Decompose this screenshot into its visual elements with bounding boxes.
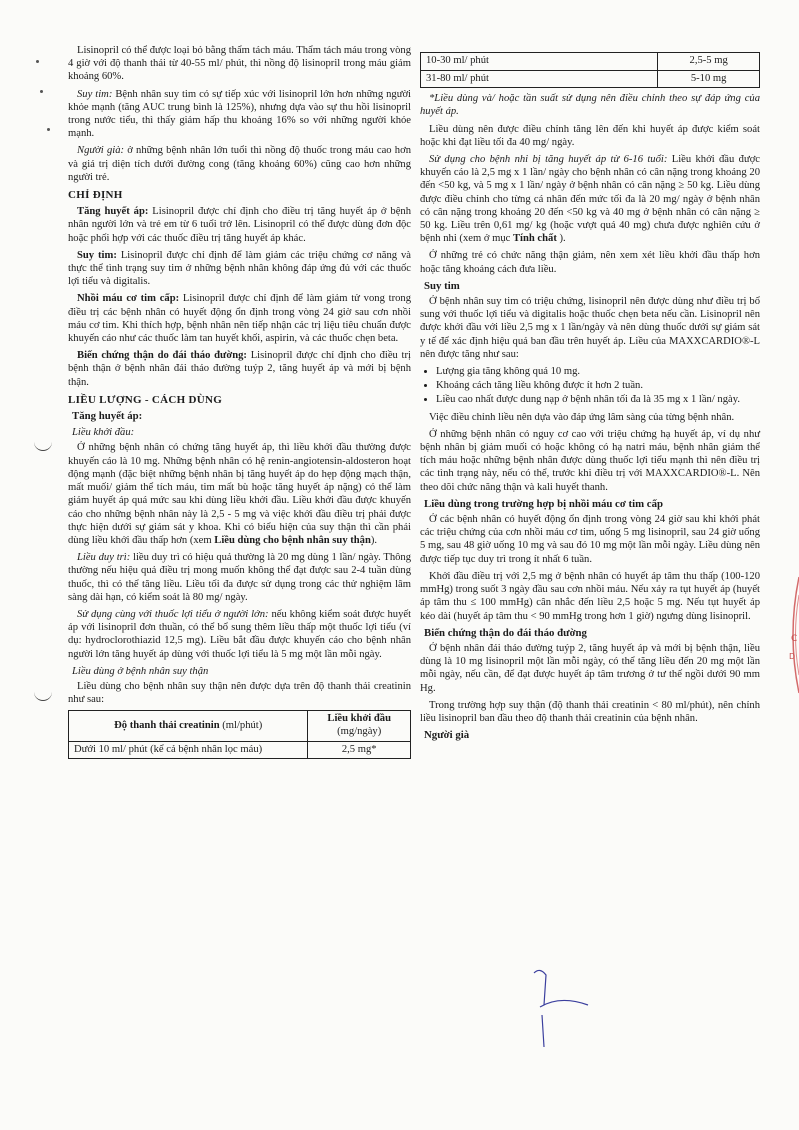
- label: Tăng huyết áp:: [77, 206, 149, 218]
- table-row: [421, 70, 760, 88]
- text: ).: [370, 534, 378, 546]
- header-text: Độ thanh thải creatinin: [114, 719, 220, 731]
- scan-dot: [47, 128, 50, 131]
- paragraph: Ở bệnh nhân suy tim có triệu chứng, lisinopril nên được dùng như điều trị bổ sung với thuốc lợi tiểu và digitalis hoặc thuốc chẹn beta nếu cần. Lisinopril nên được khởi đầu với liều 2,5 mg x 1 lần/ngày và nên dùng thuốc dưới sự giám sát y tế để xác định hiệu quả ban đầu trên huyết áp. Liều của MAXXCARDIO®-L nên được tăng như sau:: [420, 296, 760, 360]
- scan-dot: [36, 60, 39, 63]
- header-unit: (mg/ngày): [337, 725, 382, 737]
- paragraph: [68, 349, 411, 389]
- subheading: Liều dùng ở bệnh nhân suy thận: [72, 665, 209, 677]
- subheading: Suy tim: [424, 279, 460, 292]
- table-cell: 10-30 ml/ phút: [421, 53, 658, 71]
- paragraph: Liều dùng nên được điều chỉnh tăng lên đến khi huyết áp được kiểm soát hoặc khi đạt liều tối đa 40 mg/ ngày.: [420, 123, 760, 148]
- subheading: Người già: [424, 729, 470, 742]
- paragraph: Khởi đầu điều trị với 2,5 mg ở bệnh nhân có huyết áp tâm thu thấp (100-120 mmHg) trong suốt 3 ngày đầu sau cơn nhồi máu. Nếu xảy ra tụt huyết áp (huyết áp tâm thu ≤ 100 mmHg) cân nhắc đến liều 2,5 hoặc 5 mg. Nếu tụt huyết áp kéo dài (huyết áp tâm thu < 90 mmHg trong hơn 1 giờ) ngưng dùng lisinopril.: [420, 570, 760, 622]
- text: Lisinopril được chỉ định cho điều trị bệnh thận ở bệnh nhân đái tháo đường tuýp 2, tăng huyết áp và mới bị bệnh thận.: [68, 350, 411, 388]
- list-item: • Liều cao nhất được dung nạp ở bệnh nhân tối đa là 35 mg x 1 lần/ ngày.: [436, 393, 760, 406]
- cross-reference: Tính chất: [512, 233, 557, 245]
- label: Liều duy trì:: [77, 552, 131, 564]
- section-heading-chi-dinh: CHỈ ĐỊNH: [68, 189, 123, 202]
- text: Lisinopril được chỉ định để làm giảm các triệu chứng cơ năng và thực thể tình trạng suy tim ở những bệnh nhân không đáp ứng đủ với các thuốc lợi tiểu và digitalis.: [68, 249, 411, 288]
- text: Lisinopril được chỉ định để làm giảm tử vong trong điều trị các bệnh nhân có huyết động ổn định trong vòng 24 giờ sau cơn nhồi máu cơ tim. Khi thích hợp, bệnh nhân nên tiếp nhận các trị liệu tiêu chuẩn được khuyến cáo như các thuốc làm tan huyết khối, aspirin, và các thuốc chẹn beta.: [68, 293, 411, 345]
- paragraph: Ở các bệnh nhân có huyết động ổn định trong vòng 24 giờ sau khi khởi phát các triệu chứng của cơn nhồi máu cơ tim, uống 5 mg lisinopril, sau 24 giờ uống 5 mg, sau 48 giờ uống 10 mg và sau đó 10 mg một lần mỗi ngày. Liều dùng nên được tiếp tục duy trì trong ít nhất 6 tuần.: [420, 514, 760, 565]
- paragraph: Trong trường hợp suy thận (độ thanh thải creatinin < 80 ml/phút), nên chỉnh liều lisinopril ban đầu theo độ thanh thải creatinin của bệnh nhân.: [420, 699, 760, 724]
- subheading: Liều khởi đầu:: [72, 427, 135, 439]
- paragraph: [68, 249, 411, 289]
- text: ở những bệnh nhân lớn tuổi thì nồng độ thuốc trong máu cao hơn và giá trị diện tích dưới đường cong (tăng khoảng 60%) cũng cao hơn những người trẻ.: [68, 145, 411, 183]
- subheading: Tăng huyết áp:: [72, 410, 143, 423]
- paragraph: [68, 205, 411, 245]
- table-cell: 2,5 mg*: [308, 741, 411, 759]
- paragraph: [68, 441, 411, 547]
- svg-text:C: C: [791, 634, 798, 644]
- paragraph: [68, 292, 411, 345]
- text: nếu không kiểm soát được huyết áp với lisinopril đơn thuần, có thể bổ sung thêm liều thấp một thuốc lợi tiểu (ví dụ: hydroclorothiazid 12,5 mg). Liều bắt đầu được khuyến cáo cho bệnh nhân người lớn tăng huyết áp dùng với thuốc lợi tiểu là 5 mg một lần mỗi ngày.: [68, 608, 412, 660]
- label: Suy tim:: [77, 88, 113, 100]
- table-cell: 5-10 mg: [658, 70, 760, 88]
- label: Sử dụng cùng với thuốc lợi tiểu ở người lớn:: [77, 608, 269, 620]
- table-cell: 31-80 ml/ phút: [421, 70, 658, 88]
- bullet-list: [420, 365, 760, 407]
- binder-hole-mark: [34, 690, 52, 701]
- table-header-row: [69, 711, 411, 741]
- renal-dose-table: [68, 710, 411, 759]
- paragraph: Lisinopril có thể được loại bỏ bằng thẩm tách máu. Thẩm tách máu trong vòng 4 giờ với độ thanh thải từ 40-55 ml/ phút, thì nồng độ lisinopril trong máu giảm khoảng 60%.: [68, 45, 411, 83]
- text: Ở những bệnh nhân có chứng tăng huyết áp, thì liều khởi đầu thường được khuyến cáo là 10 mg. Những bệnh nhân có hệ renin-angiotensin-aldosteron hoạt động mạnh (đặc biệt những bệnh nhân bị tăng huyết áp do hẹp động mạch thận, mất muối/ giảm thể tích máu, tim mất bù hoặc tăng huyết áp nặng) có thể làm giảm huyết áp quá mức sau khi dùng liều khởi đầu. Liều khởi đầu được khuyến cáo cho những bệnh nhân này là 2,5 - 5 mg và việc khởi đầu điều trị phải được thực hiện dưới sự giám sát y khoa. Khi có biểu hiện của suy thận thì cần phải dùng liều khởi đầu thấp hơn (xem: [68, 442, 411, 546]
- text: ).: [556, 233, 566, 245]
- label: Biến chứng thận do đái tháo đường:: [77, 350, 247, 362]
- text: Lisinopril được chỉ định cho điều trị tăng huyết áp ở bệnh nhân người lớn và trẻ em từ 6 tuổi trở lên. Lisinopril có thể được dùng đơn độc hoặc phối hợp với các thuốc điều trị tăng huyết áp khác.: [68, 206, 412, 244]
- list-item: • Khoảng cách tăng liều không được ít hơn 2 tuần.: [436, 379, 760, 392]
- text: Liều khởi đầu được khuyến cáo là 2,5 mg x 1 lần/ ngày cho bệnh nhân có cân nặng trong khoảng 20 đến <50 kg, và 5 mg x 1 lần/ ngày ở bệnh nhân có cân nặng ≥ 50 kg. Liều dùng được điều chỉnh cho từng cá nhân đến mức tối đa là 20 mg/ ngày ở bệnh nhân có cân nặng trong khoảng 20 đến <50 kg và 40 mg ở bệnh nhân có cân nặng ≥ 50 kg. Liều trên 0,61 mg/ kg (hoặc vượt quá 40 mg) chưa được nghiên cứu ở bệnh nhi (xem ở mục: [420, 154, 760, 245]
- section-heading-lieu-luong: LIỀU LƯỢNG - CÁCH DÙNG: [68, 393, 223, 406]
- paragraph: [420, 153, 760, 245]
- red-stamp-fragment: [785, 575, 799, 695]
- pen-annotation: [530, 965, 590, 1050]
- paragraph: Ở những trẻ có chức năng thận giảm, nên xem xét liều khởi đầu thấp hơn hoặc tăng khoảng cách đưa liều.: [420, 250, 760, 275]
- table-footnote: *Liều dùng và/ hoặc tần suất sử dụng nên điều chỉnh theo sự đáp ứng của huyết áp.: [420, 93, 760, 118]
- list-item: • Lượng gia tăng không quá 10 mg.: [436, 365, 760, 378]
- paragraph: Việc điều chỉnh liều nên dựa vào đáp ứng lâm sàng của từng bệnh nhân.: [429, 411, 735, 423]
- header-unit: (ml/phút): [219, 719, 263, 731]
- binder-hole-mark: [34, 440, 52, 451]
- subheading: Liều dùng trong trường hợp bị nhồi máu cơ tim cấp: [424, 497, 663, 510]
- cross-reference: Liều dùng cho bệnh nhân suy thận: [214, 534, 371, 546]
- label: Suy tim:: [77, 249, 117, 261]
- table-row: [69, 741, 411, 759]
- right-column: [420, 52, 760, 744]
- paragraph: Liều dùng cho bệnh nhân suy thận nên được dựa trên độ thanh thải creatinin như sau:: [68, 680, 411, 706]
- paragraph: Ở những bệnh nhân có nguy cơ cao với triệu chứng hạ huyết áp, ví dụ như bệnh nhân bị giảm muối có hoặc không có hạ natri máu, bệnh nhân giảm thể tích máu hoặc những bệnh nhân được dùng thuốc lợi tiểu mạnh thì nên điều trị các tình trạng này, nếu có thể, trước khi điều trị với MAXXCARDIO®-L. Nên theo dõi chức năng thận và kali huyết thanh.: [420, 428, 760, 493]
- label: Người già:: [77, 145, 125, 157]
- paragraph: [68, 608, 411, 661]
- header-text: Liều khởi đầu: [327, 713, 391, 725]
- table-header-cell: [69, 711, 308, 741]
- paragraph: Ở bệnh nhân đái tháo đường tuýp 2, tăng huyết áp và mới bị bệnh thận, liều dùng là 10 mg lisinopril một lần mỗi ngày, có thể tăng liều đến 20 mg một lần mỗi ngày, nếu cần, để đạt được huyết áp tâm trương ở tư thế ngồi dưới 90 mm Hg.: [420, 642, 760, 694]
- text: Bệnh nhân suy tim có sự tiếp xúc với lisinopril lớn hơn những người khỏe mạnh (tăng AUC trung bình là 125%), nhưng dựa vào sự thu hồi lisinopril trong nước tiểu, thì thấy giảm hấp thu khoảng 16% so với những người khỏe mạnh.: [68, 88, 411, 140]
- paragraph: [68, 88, 411, 141]
- table-row: [421, 53, 760, 71]
- paragraph: [68, 551, 411, 604]
- svg-text:D: D: [789, 652, 796, 661]
- label: Nhồi máu cơ tim cấp:: [77, 293, 180, 305]
- table-cell: Dưới 10 ml/ phút (kể cả bệnh nhân lọc máu): [69, 741, 308, 759]
- paragraph: [68, 144, 411, 184]
- table-header-cell: [308, 711, 411, 741]
- subheading: Biến chứng thận do đái tháo đường: [424, 626, 587, 639]
- renal-dose-table-continued: [420, 52, 760, 88]
- scan-dot: [40, 90, 43, 93]
- label: Sử dụng cho bệnh nhi bị tăng huyết áp từ 6-16 tuổi:: [429, 154, 668, 165]
- text: liều duy trì có hiệu quả thường là 20 mg dùng 1 lần/ ngày. Thông thường nếu hiệu quả điều trị mong muốn không thể đạt được sau 2-4 tuần dùng thuốc, thì có thể tăng liều. Liều tối đa được sử dụng trong các thử nghiệm lâm sàng dài hạn, có kiểm soát là 80 mg/ ngày.: [68, 552, 411, 603]
- left-column: [68, 44, 411, 763]
- table-cell: 2,5-5 mg: [658, 53, 760, 71]
